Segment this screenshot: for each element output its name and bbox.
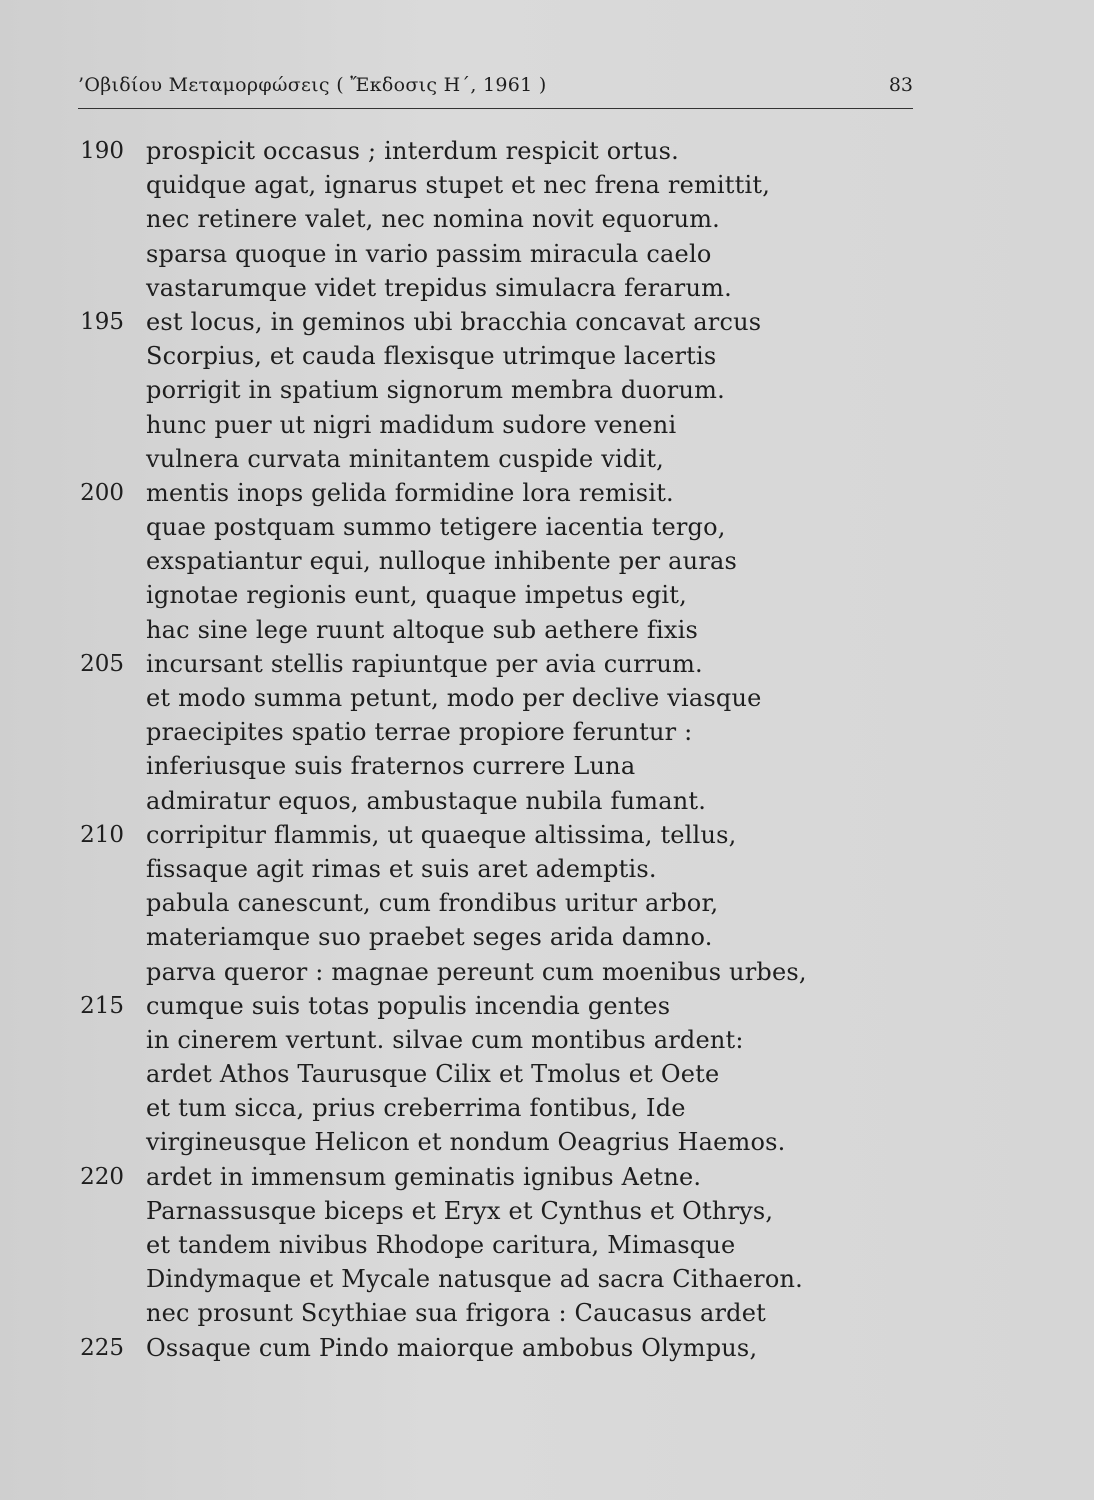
verse-line xyxy=(0,886,1094,920)
verse-text: et tum sicca, prius creberrima fontibus, Ide xyxy=(146,1094,686,1123)
verse-text: inferiusque suis fraternos currere Luna xyxy=(146,752,636,781)
verse-line xyxy=(0,989,1094,1023)
verse-line xyxy=(0,1228,1094,1262)
verse-text: virgineusque Helicon et nondum Oeagrius Haemos. xyxy=(146,1128,786,1157)
header-title: ’Οβιδίου Μεταμορφώσεις ( Ἔκδοσις Η΄, 1961 ) xyxy=(78,74,547,96)
verse-text: sparsa quoque in vario passim miracula caelo xyxy=(146,239,712,268)
verse-line xyxy=(0,237,1094,271)
verse-text: ardet Athos Taurusque Cilix et Tmolus et Oete xyxy=(146,1060,720,1089)
verse-line xyxy=(0,168,1094,202)
verse-line xyxy=(0,476,1094,510)
verse-text: hunc puer ut nigri madidum sudore veneni xyxy=(146,410,677,439)
verse-text: Dindymaque et Mycale natusque ad sacra Cithaeron. xyxy=(146,1265,803,1294)
verse-line xyxy=(0,818,1094,852)
verse-line xyxy=(0,749,1094,783)
verse-line xyxy=(0,1125,1094,1159)
verse-line xyxy=(0,852,1094,886)
verse-text: materiamque suo praebet seges arida damno. xyxy=(146,923,713,952)
verse-line xyxy=(0,955,1094,989)
verse-text: et tandem nivibus Rhodope caritura, Mimasque xyxy=(146,1231,736,1259)
verse-text: incursant stellis rapiuntque per avia currum. xyxy=(146,649,703,678)
verse-text: vastarumque videt trepidus simulacra ferarum. xyxy=(146,273,732,302)
verse-line xyxy=(0,1262,1094,1296)
verse-line xyxy=(0,613,1094,647)
verse-text: porrigit in spatium signorum membra duorum. xyxy=(146,376,725,405)
verse-line xyxy=(0,1296,1094,1330)
verse-text: vulnera curvata minitantem cuspide vidit, xyxy=(146,444,664,473)
line-number: 190 xyxy=(80,138,124,164)
verse-text: fissaque agit rimas et suis aret ademptis. xyxy=(146,854,657,883)
verse-line xyxy=(0,1091,1094,1125)
verse-text: mentis inops gelida formidine lora remisit. xyxy=(146,478,674,507)
page-number: 83 xyxy=(888,74,913,96)
verse-line xyxy=(0,681,1094,715)
verse-line xyxy=(0,1057,1094,1091)
verse-text: hac sine lege ruunt altoque sub aethere fixis xyxy=(146,615,699,644)
verse-text: praecipites spatio terrae propiore feruntur : xyxy=(146,718,693,747)
verse-text: ardet in immensum geminatis ignibus Aetne. xyxy=(146,1162,702,1191)
line-number: 195 xyxy=(80,308,124,335)
verse-text: pabula canescunt, cum frondibus uritur arbor, xyxy=(146,889,719,918)
verse-text: quidque agat, ignarus stupet et nec frena remittit, xyxy=(146,171,771,200)
verse-line xyxy=(0,305,1094,339)
line-number: 225 xyxy=(80,1334,124,1361)
verse-text: exspatiantur equi, nulloque inhibente per auras xyxy=(146,547,738,576)
verse-text: in cinerem vertunt. silvae cum montibus ardent: xyxy=(146,1025,744,1054)
verse-text: prospicit occasus ; interdum respicit ortus. xyxy=(146,137,679,165)
line-number: 200 xyxy=(80,479,124,506)
line-number: 215 xyxy=(80,992,124,1019)
verse-text: Parnassusque biceps et Eryx et Cynthus et Othrys, xyxy=(146,1196,774,1225)
verse-text: Scorpius, et cauda flexisque utrimque lacertis xyxy=(146,342,717,371)
verse-line xyxy=(0,578,1094,612)
verse-line xyxy=(0,1023,1094,1057)
verse-line xyxy=(0,271,1094,305)
verse-text: est locus, in geminos ubi bracchia concavat arcus xyxy=(146,307,762,336)
verse-text: corripitur flammis, ut quaeque altissima, tellus, xyxy=(146,820,737,849)
verse-text: nec retinere valet, nec nomina novit equorum. xyxy=(146,205,721,234)
verse-text: Ossaque cum Pindo maiorque ambobus Olympus, xyxy=(146,1333,758,1362)
verse-line xyxy=(0,544,1094,578)
running-header xyxy=(78,70,913,109)
line-number: 205 xyxy=(80,650,124,677)
verse-line xyxy=(0,1160,1094,1194)
verse-line xyxy=(0,784,1094,818)
verse-line xyxy=(0,408,1094,442)
verse-text: ignotae regionis eunt, quaque impetus egit, xyxy=(146,581,687,610)
line-number: 220 xyxy=(80,1163,124,1190)
verse-line xyxy=(0,202,1094,236)
verse-line xyxy=(0,339,1094,373)
verse-line xyxy=(0,715,1094,749)
verse-line xyxy=(0,1194,1094,1228)
verse-line xyxy=(0,1331,1094,1365)
verse-line xyxy=(0,647,1094,681)
verse-text: nec prosunt Scythiae sua frigora : Caucasus ardet xyxy=(146,1299,766,1328)
verse-line xyxy=(0,373,1094,407)
verse-text: quae postquam summo tetigere iacentia tergo, xyxy=(146,513,726,542)
verse-text: cumque suis totas populis incendia gentes xyxy=(146,991,671,1020)
line-number: 210 xyxy=(80,821,124,848)
verse-text: et modo summa petunt, modo per declive viasque xyxy=(146,684,762,712)
verse-text: admiratur equos, ambustaque nubila fumant. xyxy=(146,786,707,815)
verse-line xyxy=(0,442,1094,476)
verse-line xyxy=(0,134,1094,168)
verse-line xyxy=(0,920,1094,954)
verse-text: parva queror : magnae pereunt cum moenibus urbes, xyxy=(146,957,807,986)
verse-block xyxy=(0,134,1094,1365)
verse-line xyxy=(0,510,1094,544)
